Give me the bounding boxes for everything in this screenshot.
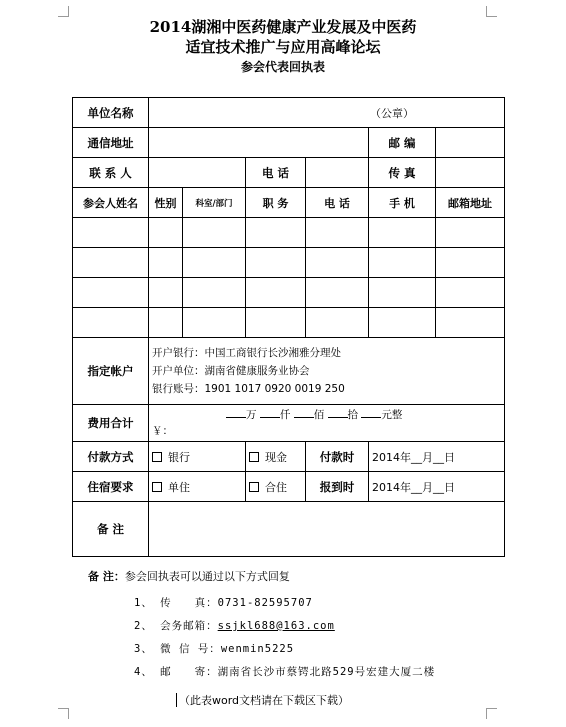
col-header-phone: 电 话: [306, 188, 369, 218]
payment-time-field[interactable]: 2014年__月__日: [369, 442, 505, 472]
note-num: 4、: [134, 666, 153, 678]
attendee-cell[interactable]: [436, 218, 505, 248]
fee-field[interactable]: [149, 405, 505, 442]
fee-unit-qian: 仟: [279, 409, 291, 421]
attendee-row: [73, 248, 505, 278]
fax-label: 传 真: [369, 158, 436, 188]
col-header-mobile: 手 机: [369, 188, 436, 218]
col-header-position: 职 务: [246, 188, 306, 218]
attendee-cell[interactable]: [183, 308, 246, 338]
attendee-cell[interactable]: [436, 308, 505, 338]
fee-unit-shi: 拾: [347, 409, 359, 421]
attendee-cell[interactable]: [369, 248, 436, 278]
stay-shared-label: 合住: [265, 480, 287, 494]
note-num: 2、: [134, 620, 153, 632]
fee-yen: ￥：: [152, 425, 173, 437]
address-label: 通信地址: [73, 128, 149, 158]
col-header-dept: 科室/部门: [183, 188, 246, 218]
attendee-cell[interactable]: [246, 308, 306, 338]
org-name-field[interactable]: [149, 98, 505, 128]
attendee-cell[interactable]: [73, 218, 149, 248]
fee-unit-wan: 万: [246, 409, 257, 421]
stay-single-label: 单住: [168, 480, 190, 494]
payment-option-bank[interactable]: [149, 442, 246, 472]
account-row: [73, 338, 505, 405]
list-item: [134, 638, 435, 661]
note-fax-value: 0731-82595707: [217, 597, 313, 609]
doc-subtitle: 参会代表回执表: [240, 60, 325, 74]
fee-label: 费用合计: [73, 405, 149, 442]
download-note: [176, 692, 349, 708]
attendee-cell[interactable]: [436, 278, 505, 308]
note-label: 会务邮箱：: [160, 620, 218, 632]
remark-field[interactable]: [149, 502, 505, 557]
receipt-form-table: [72, 97, 505, 557]
attendee-cell[interactable]: [246, 248, 306, 278]
attendee-cell[interactable]: [306, 308, 369, 338]
address-field[interactable]: [149, 128, 369, 158]
stay-option-shared[interactable]: [246, 472, 306, 502]
attendee-cell[interactable]: [183, 278, 246, 308]
download-note-text: （此表word文档请在下载区下载）: [179, 694, 350, 707]
checkbox-icon[interactable]: [152, 452, 162, 462]
org-name-label: 单位名称: [73, 98, 149, 128]
account-bank: 开户银行：中国工商银行长沙湘雅分理处: [152, 347, 341, 359]
fee-unit-bai: 佰: [313, 409, 325, 421]
note-label: 邮 寄：: [160, 666, 218, 678]
fee-unit-yuan: 元整: [381, 409, 403, 421]
note-label: 传 真：: [160, 597, 218, 609]
attendee-cell[interactable]: [183, 218, 246, 248]
zip-label: 邮 编: [369, 128, 436, 158]
checkbox-icon[interactable]: [249, 482, 259, 492]
stay-label: 住宿要求: [73, 472, 149, 502]
phone-label: 电 话: [246, 158, 306, 188]
note-num: 3、: [134, 643, 153, 655]
attendee-row: [73, 218, 505, 248]
attendee-cell[interactable]: [306, 248, 369, 278]
seal-text: （公章）: [370, 106, 414, 120]
text-cursor-icon: [176, 693, 177, 707]
doc-title-line-2: 适宜技术推广与应用高峰论坛: [185, 38, 381, 56]
remark-row: [73, 502, 505, 557]
form-row-address: [73, 128, 505, 158]
attendee-cell[interactable]: [73, 308, 149, 338]
attendee-cell[interactable]: [369, 308, 436, 338]
report-time-label: 报到时: [306, 472, 369, 502]
attendee-cell[interactable]: [246, 278, 306, 308]
col-header-name: 参会人姓名: [73, 188, 149, 218]
payment-time-label: 付款时: [306, 442, 369, 472]
list-item: [134, 661, 435, 684]
crop-mark-bottom-right: [486, 708, 497, 719]
fax-field[interactable]: [436, 158, 505, 188]
zip-field[interactable]: [436, 128, 505, 158]
attendee-cell[interactable]: [149, 248, 183, 278]
notes-block: [88, 568, 290, 584]
form-row-contact: [73, 158, 505, 188]
account-label: 指定帐户: [73, 338, 149, 405]
payment-bank-label: 银行: [168, 450, 190, 464]
report-time-field[interactable]: 2014年__月__日: [369, 472, 505, 502]
contact-label: 联 系 人: [73, 158, 149, 188]
note-wechat-value: wenmin5225: [220, 643, 295, 655]
attendee-cell[interactable]: [149, 308, 183, 338]
col-header-gender: 性别: [149, 188, 183, 218]
contact-field[interactable]: [149, 158, 246, 188]
checkbox-icon[interactable]: [152, 482, 162, 492]
note-email-link[interactable]: ssjkl688@163.com: [217, 620, 335, 632]
note-mail-value: 湖南省长沙市蔡锷北路529号宏建大厦二楼: [217, 666, 436, 678]
fee-row: [73, 405, 505, 442]
col-header-email: 邮箱地址: [436, 188, 505, 218]
attendee-cell[interactable]: [149, 278, 183, 308]
stay-option-single[interactable]: [149, 472, 246, 502]
remark-label: 备 注: [73, 502, 149, 557]
attendee-cell[interactable]: [369, 218, 436, 248]
account-holder: 开户单位：湖南省健康服务业协会: [152, 365, 310, 377]
attendee-cell[interactable]: [369, 278, 436, 308]
account-number: 银行账号：1901 1017 0920 0019 250: [152, 383, 345, 395]
doc-title-line-1: 2014湖湘中医药健康产业发展及中医药: [149, 18, 417, 36]
attendee-cell[interactable]: [306, 278, 369, 308]
attendee-row: [73, 278, 505, 308]
attendee-cell[interactable]: [436, 248, 505, 278]
attendee-cell[interactable]: [246, 218, 306, 248]
list-item: [134, 615, 435, 638]
phone-field[interactable]: [306, 158, 369, 188]
attendee-cell[interactable]: [73, 248, 149, 278]
stay-row: [73, 472, 505, 502]
attendee-row: [73, 308, 505, 338]
checkbox-icon[interactable]: [249, 452, 259, 462]
list-item: [134, 592, 435, 615]
attendee-header-row: [73, 188, 505, 218]
crop-mark-bottom-left: [58, 708, 69, 719]
payment-row: [73, 442, 505, 472]
account-details: [149, 338, 505, 405]
payment-cash-label: 现金: [265, 450, 287, 464]
payment-label: 付款方式: [73, 442, 149, 472]
form-row-org: [73, 98, 505, 128]
payment-option-cash[interactable]: [246, 442, 306, 472]
attendee-cell[interactable]: [73, 278, 149, 308]
attendee-cell[interactable]: [183, 248, 246, 278]
note-num: 1、: [134, 597, 153, 609]
attendee-cell[interactable]: [149, 218, 183, 248]
attendee-cell[interactable]: [306, 218, 369, 248]
notes-list: [134, 592, 435, 684]
notes-head: 备 注：: [88, 570, 125, 583]
note-label: 微 信 号：: [160, 643, 221, 655]
notes-intro: 参会回执表可以通过以下方式回复: [124, 570, 290, 583]
